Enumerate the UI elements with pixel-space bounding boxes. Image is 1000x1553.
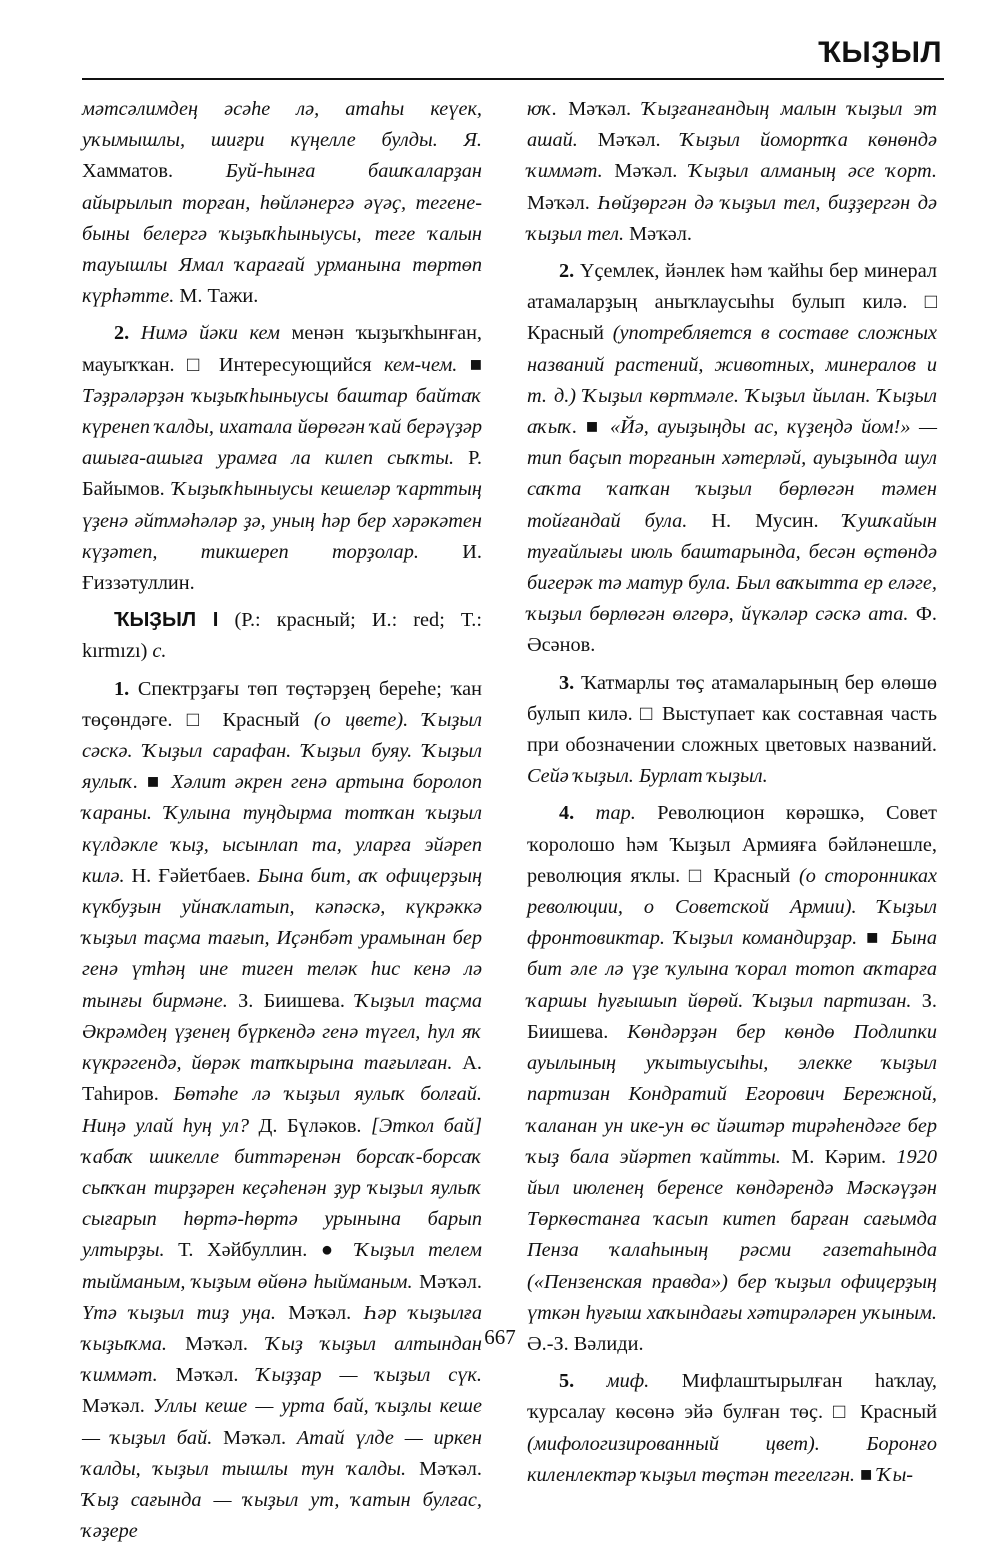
text-segment: «Йә, ауыҙыңды ас, күҙеңдә йом!» — тип баҫып торғанын хәтерләй, ауыҙында шул саҡта ҡапҡан ҡыҙыл бөрлөгән тәмен тойғандай була.: [527, 416, 938, 532]
text-segment: ҠЫҘЫЛ I: [114, 609, 219, 632]
text-segment: (употребляется в составе сложных названий растений, животных, минералов и т. д.) Ҡыҙыл көртмәле. Ҡыҙыл йылан. Ҡыҙыл аҡыҡ.: [527, 322, 937, 439]
text-segment: Үҫемлек, йәнлек һәм ҡайһы бер минерал атамаларҙың аныҡлаусыһы булып килә. □ Красный: [527, 260, 937, 345]
text-segment: Ҡыҙыл таҫма Әкрәмдең үҙенең бүркендә генә түгел, һул яҡ күкрәгендә, йөрәк тапҡырына тағылған.: [82, 989, 482, 1075]
text-segment: Һөйҙөргән дә ҡыҙыл тел, биҙҙергән дә ҡыҙыл тел.: [527, 191, 937, 245]
text-segment: Мәҡәл.: [577, 129, 681, 152]
text-segment: 1920 йыл июленең беренсе көндәрендә Мәскәүҙән Төркөстанға ҡасып китеп барған сағымда Пенза ҡалаһының рәсми газетаһында («Пензенская правда») бер ҡыҙыл офицерҙың үткән һуғыш хаҡындағы хәтирәләрен уҡыным.: [527, 1145, 938, 1324]
text-segment: Мәҡәл.: [406, 1457, 482, 1480]
text-segment: миф.: [574, 1370, 650, 1393]
text-segment: ■: [857, 927, 892, 950]
text-segment: Хамматов.: [82, 160, 174, 183]
text-segment: З. Биишева.: [227, 989, 356, 1012]
text-segment: (Р.: красный; И.: red; Т.: kırmızı): [82, 609, 482, 663]
text-segment: 2.: [559, 260, 575, 283]
text-segment: Мәҡәл.: [212, 1426, 297, 1449]
text-segment: [Эткол бай] ҡабаҡ шикелле биттәренән борсаҡ-борсаҡ сыҡҡан тирҙәрен кеҫәһенән ҙур ҡыҙыл яулыҡ сығарып һөртә-һөртә урынына барып ултырҙы.: [82, 1114, 482, 1262]
entry-paragraph: [82, 318, 482, 599]
entry-paragraph: [82, 674, 482, 1548]
text-segment: Н. Мусин.: [687, 509, 843, 532]
text-segment: Мәҡәл.: [557, 98, 643, 120]
text-segment: Мәҡәл.: [275, 1301, 364, 1324]
text-segment: Спектрҙағы төп төҫтәрҙең береһе; ҡан төҫөндәге. □ Красный: [82, 677, 482, 731]
text-segment: Ф. Әсәнов.: [527, 603, 938, 657]
text-segment: 5.: [559, 1370, 575, 1393]
page-number: 667: [484, 1325, 516, 1349]
text-segment: ■: [854, 1463, 878, 1486]
text-segment: Бына бит, аҡ офицерҙың күкбуҙын уйнаҡлатып, кәпәскә, күкрәккә ҡыҙыл таҫма тағып, Иҫәнбәт урамынан бер генә үтһәң ине тиген теләк һис кенә лә тынғы бирмәне.: [82, 864, 483, 1012]
text-segment: Үтә ҡыҙыл тиҙ уңа.: [82, 1301, 276, 1324]
text-segment: Ҡушҡайын туғайлығы июль баштарында, бесән өҫтөндә бигерәк тә матур була. Был ваҡытта ер eләге, ҡыҙыл бөрлөгән өлгөрә, йүкәләр сәскә ата.: [527, 509, 937, 626]
text-segment: Ҡыҙ сағында — ҡыҙыл ут, ҡатын булғас, ҡәҙере: [82, 1488, 482, 1543]
text-segment: Нимә йәки кем: [129, 322, 280, 345]
text-segment: А. Таһиров.: [82, 1052, 482, 1106]
text-segment: (мифологизированный цвет). Боронғо киленлектәр ҡыҙыл төҫтән тегелгән.: [527, 1432, 937, 1486]
running-head: ҠЫҘЫЛ: [818, 36, 942, 69]
text-segment: Ҡы-: [877, 1463, 914, 1486]
text-segment: ■: [457, 353, 482, 376]
text-segment: 1.: [114, 677, 130, 700]
text-segment: З. Биишева.: [527, 989, 938, 1043]
text-segment: Ҡыҙҙар — ҡыҙыл сүк.: [256, 1364, 482, 1387]
text-segment: Хәлит әкрен генә артына боролоп ҡараны. Ҡулына туңдырма тотҡан ҡыҙыл күлдәкле ҡыҙ, ысынлап та, уларға эйәреп килә.: [82, 771, 483, 887]
text-segment: Ҡыҙыл йомортҡа көнөндә ҡиммәт.: [527, 129, 938, 183]
text-segment: юҡ.: [527, 98, 558, 120]
text-segment: Ҡыҙыл алманың әсе ҡорт.: [689, 160, 937, 183]
text-segment: Т. Хәйбуллин. ●: [164, 1239, 356, 1262]
text-segment: (о сторонниках революции, о Советской Армии). Ҡыҙыл фронтовиктар. Ҡыҙыл командирҙар.: [527, 864, 937, 950]
entry-paragraph: [527, 94, 937, 250]
text-segment: Д. Бүләков.: [248, 1114, 372, 1137]
text-segment: Ҡатмарлы төҫ атамаларының бер өлөшө булып килә. □ Выступает как составная часть при обозначении сложных цветовых названий.: [527, 671, 937, 757]
text-segment: Революцион көрәшкә, Совет ҡоролошо һәм Ҡыҙыл Армияға бәйләнешле, революция яҡлы. □ Красный: [527, 802, 937, 887]
text-segment: Ҡыҙыл телем тыйманым, ҡыҙым өйөнә һыйманым.: [82, 1239, 482, 1293]
text-segment: Мәҡәл.: [82, 1395, 153, 1418]
entry-paragraph: [527, 668, 937, 793]
text-segment: (о цвете). Ҡыҙыл сәскә. Ҡыҙыл сарафан. Ҡыҙыл буяу. Ҡыҙыл яулыҡ.: [82, 708, 482, 794]
text-segment: Мәҡәл.: [602, 160, 690, 183]
text-segment: 4.: [559, 802, 575, 825]
entry-paragraph: [527, 1366, 937, 1491]
text-segment: 2.: [114, 322, 130, 345]
text-segment: Ҡыҙғанғандың малын ҡыҙыл эт ашай.: [527, 98, 938, 152]
text-segment: Сейә ҡыҙыл. Бурлат ҡыҙыл.: [527, 765, 768, 788]
text-segment: Н. Ғәйетбаев.: [124, 864, 258, 887]
text-segment: Ә.-З. Вәлиди.: [527, 1332, 644, 1355]
header-rule: [82, 78, 944, 80]
text-segment: Мәҡәл.: [157, 1364, 257, 1387]
text-segment: мәтсәлимдең әсәһе лә, атаһы кеүек, уҡымышлы, шиғри күңелле булды. Я.: [82, 98, 482, 152]
entry-paragraph: [82, 94, 482, 312]
text-segment: Атай үлде — иркен ҡалды, ҡыҙыл тышлы тун ҡалды.: [82, 1426, 482, 1480]
text-segment: Көндәрҙән бер көндө Подлипки ауылының уҡытыусыһы, элекке ҡыҙыл партизан Кондратий Егорович Бережной, ҡаланан ун ике-ун өс йәштәр тирәһендәге бер ҡыҙ бала эйәртеп ҡайтты.: [527, 1020, 937, 1168]
text-segment: менән ҡыҙыҡһынған, мауыҡҡан. □ Интересующийся: [82, 322, 482, 376]
text-segment: Тәҙрәләрҙән ҡыҙыҡһыныусы баштар байтаҡ күренеп ҡалды, ихатала йөрөгән ҡай берәүҙәр ашыға-ашыға урамға ла килеп сыҡты.: [82, 384, 482, 470]
text-segment: Уллы кеше — урта бай, ҡыҙлы кеше — ҡыҙыл бай.: [82, 1395, 482, 1449]
text-segment: тар.: [574, 802, 636, 825]
text-segment: И. Ғиззәтуллин.: [82, 540, 482, 595]
text-segment: Мифлаштырылған һаҡлау, ҡурсалау көсөнә эйә булған төҫ. □ Красный: [527, 1370, 938, 1424]
text-segment: Мәҡәл.: [412, 1270, 482, 1293]
text-segment: Бына бит әле лә үҙе ҡулына ҡорал тотоп аҡтарға ҡаршы һуғышып йөрөй. Ҡыҙыл партизан.: [527, 927, 937, 1012]
text-segment: Ҡыҙыҡһыныусы кешеләр ҡарттың үҙенә әйтмәһәләр ҙә, уның һәр бер хәрәкәтен күҙәтеп, тикшереп торҙолар.: [82, 478, 482, 563]
text-segment: М. Тажи.: [174, 285, 259, 308]
text-segment: Ҡыҙ ҡыҙыл алтындан ҡиммәт.: [82, 1332, 482, 1387]
text-segment: Буй-һынға башҡаларҙан айырылып торған, һөйләнергә әүәҫ, тегене-быны белергә ҡыҙыҡһыныусы, теге ҡалын тауышлы Ямал ҡарағай урманына төртөп күрһәтте.: [82, 160, 482, 308]
text-segment: с.: [152, 640, 167, 663]
entry-paragraph: [82, 605, 482, 667]
text-segment: 3.: [559, 671, 575, 694]
text-segment: М. Кәрим.: [780, 1145, 897, 1168]
text-segment: Мәҡәл.: [624, 222, 692, 245]
text-segment: Бөтәһе лә ҡыҙыл яулыҡ болғай. Ниңә улай һуң ул?: [82, 1083, 482, 1137]
entry-paragraph: [527, 798, 937, 1360]
text-segment: ■: [138, 771, 172, 794]
text-segment: Мәҡәл.: [527, 191, 598, 214]
right-column: [527, 94, 937, 1497]
text-segment: кем-чем.: [383, 353, 458, 376]
text-segment: Мәҡәл.: [166, 1332, 267, 1355]
entry-paragraph: [527, 256, 937, 662]
text-segment: Р. Байымов.: [82, 447, 482, 501]
text-segment: Һәр ҡыҙылға ҡыҙыҡма.: [82, 1301, 482, 1355]
text-segment: ■: [577, 416, 610, 439]
